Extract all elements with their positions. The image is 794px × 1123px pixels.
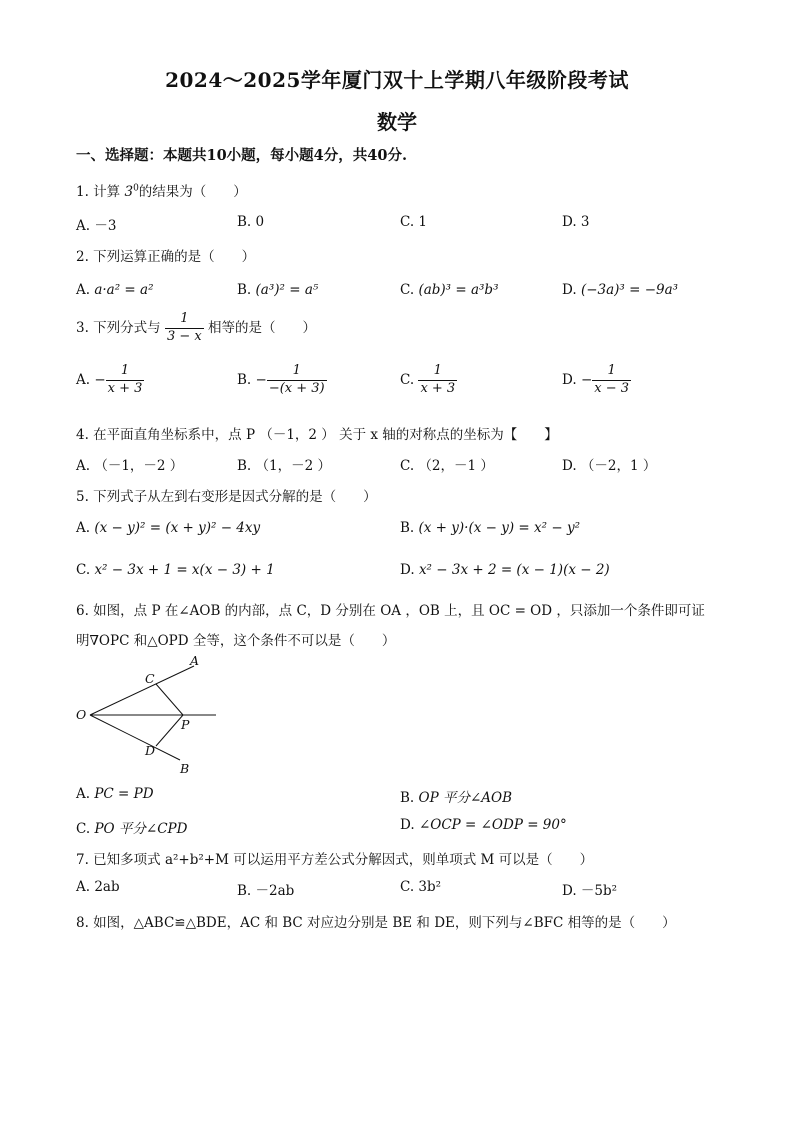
q6-option-d: D. ∠OCP = ∠ODP = 90° — [400, 817, 567, 833]
q3-option-b: B. − $\frac{1}{-(x + 3)}$ — [237, 363, 325, 396]
q2-option-b-expr: (a³)² = a⁵ — [255, 282, 319, 298]
section-heading: 一、选择题：本题共10小题，每小题4分，共40分. — [76, 147, 407, 164]
q6-option-b-expr: OP 平分∠AOB — [418, 790, 513, 806]
q2-option-d-expr: (−3a)³ = −9a³ — [580, 282, 679, 298]
q3-option-c: C. $\frac{1}{x + 3}$ — [400, 363, 456, 396]
q1-option-b: B. 0 — [237, 214, 265, 230]
q7-option-c: C. 3b² — [400, 879, 442, 895]
angle-figure — [72, 652, 222, 777]
q2-option-a-expr: a·a² = a² — [94, 282, 154, 298]
question-1 — [76, 180, 247, 200]
q4-option-c: C. （2，－1 ） — [400, 458, 494, 474]
q7-option-d: D. －5b² — [562, 883, 618, 899]
q7-option-b: B. －2ab — [237, 883, 295, 899]
question-5-stem: 5. 下列式子从左到右变形是因式分解的是（ ） — [76, 489, 377, 505]
label-c: C — [145, 671, 155, 686]
question-3-fraction: $\frac{1}{3 - x}$ — [166, 311, 202, 344]
question-6-stem-line1: 6. 如图，点 P 在∠AOB 的内部，点 C，D 分别在 OA ，OB 上，且 OC = OD ，只添加一个条件即可证 — [76, 603, 705, 619]
q3-option-d-fraction: $\frac{1}{x - 3}$ — [594, 363, 630, 396]
q6-option-b: B. OP 平分∠AOB — [400, 790, 513, 806]
q4-option-a: A. （－1，－2 ） — [76, 458, 184, 474]
question-6-stem-line2: 明∇OPC 和△OPD 全等，这个条件不可以是（ ） — [76, 633, 396, 649]
segment-dp — [156, 715, 183, 746]
question-1-base: 3 — [124, 184, 134, 200]
question-1-stem-end: 的结果为（ ） — [138, 184, 247, 200]
q4-option-b: B. （1，－2 ） — [237, 458, 331, 474]
question-1-stem: 1. 计算 — [76, 184, 121, 200]
question-2-stem: 2. 下列运算正确的是（ ） — [76, 249, 256, 265]
ray-ob — [90, 715, 180, 760]
q5-option-c: C. x² − 3x + 1 = x(x − 3) + 1 — [76, 562, 275, 578]
question-1-exponent: 0 — [133, 183, 139, 194]
q6-option-d-expr: ∠OCP = ∠ODP = 90° — [418, 817, 567, 833]
question-7-stem: 7. 已知多项式 a²+b²+M 可以运用平方差公式分解因式，则单项式 M 可以是（ ） — [76, 852, 594, 868]
q6-option-a: A. PC = PD — [76, 786, 154, 802]
segment-cp — [156, 684, 183, 715]
q3-option-a: A. − $\frac{1}{x + 3}$ — [76, 363, 143, 396]
q3-option-a-fraction: $\frac{1}{x + 3}$ — [107, 363, 143, 396]
q2-option-b: B. (a³)² = a⁵ — [237, 282, 319, 298]
q6-option-a-expr: PC = PD — [94, 786, 154, 802]
q5-option-b-expr: (x + y)·(x − y) = x² − y² — [418, 520, 580, 536]
q3-option-b-fraction: $\frac{1}{-(x + 3)}$ — [268, 363, 325, 396]
q5-option-c-expr: x² − 3x + 1 = x(x − 3) + 1 — [94, 562, 275, 578]
label-b: B — [180, 761, 190, 776]
question-3-stem-end: 相等的是（ ） — [208, 319, 317, 336]
q5-option-d: D. x² − 3x + 2 = (x − 1)(x − 2) — [400, 562, 610, 578]
q6-option-c: C. PO 平分∠CPD — [76, 821, 188, 837]
q1-option-d: D. 3 — [562, 214, 590, 230]
q7-option-a: A. 2ab — [76, 879, 120, 895]
q3-option-c-fraction: $\frac{1}{x + 3}$ — [420, 363, 456, 396]
question-3-stem: 3. 下列分式与 — [76, 319, 161, 336]
q5-option-b: B. (x + y)·(x − y) = x² − y² — [400, 520, 580, 536]
q2-option-a: A. a·a² = a² — [76, 282, 154, 298]
label-o: O — [76, 707, 87, 722]
question-4-stem: 4. 在平面直角坐标系中，点 P （－1，2 ） 关于 x 轴的对称点的坐标为【 】 — [76, 427, 558, 443]
question-3 — [76, 312, 316, 345]
q3-option-d: D. − $\frac{1}{x - 3}$ — [562, 363, 630, 396]
exam-title: 2024～2025学年厦门双十上学期八年级阶段考试 — [165, 68, 629, 92]
q1-option-c: C. 1 — [400, 214, 428, 230]
exam-subject: 数学 — [377, 110, 417, 134]
q2-option-c: C. (ab)³ = a³b³ — [400, 282, 499, 298]
q5-option-a: A. (x − y)² = (x + y)² − 4xy — [76, 520, 261, 536]
ray-oa — [90, 666, 194, 715]
label-p: P — [181, 717, 190, 732]
label-d: D — [145, 743, 156, 758]
q1-option-a: A. －3 — [76, 218, 117, 234]
q5-option-a-expr: (x − y)² = (x + y)² − 4xy — [94, 520, 261, 536]
question-8-stem: 8. 如图，△ABC≌△BDE，AC 和 BC 对应边分别是 BE 和 DE，则下列与∠BFC 相等的是（ ） — [76, 915, 676, 931]
q2-option-d: D. (−3a)³ = −9a³ — [562, 282, 679, 298]
q2-option-c-expr: (ab)³ = a³b³ — [418, 282, 499, 298]
q5-option-d-expr: x² − 3x + 2 = (x − 1)(x − 2) — [418, 562, 610, 578]
q6-option-c-expr: PO 平分∠CPD — [94, 821, 188, 837]
label-a: A — [190, 653, 200, 668]
q4-option-d: D. （－2，1 ） — [562, 458, 657, 474]
